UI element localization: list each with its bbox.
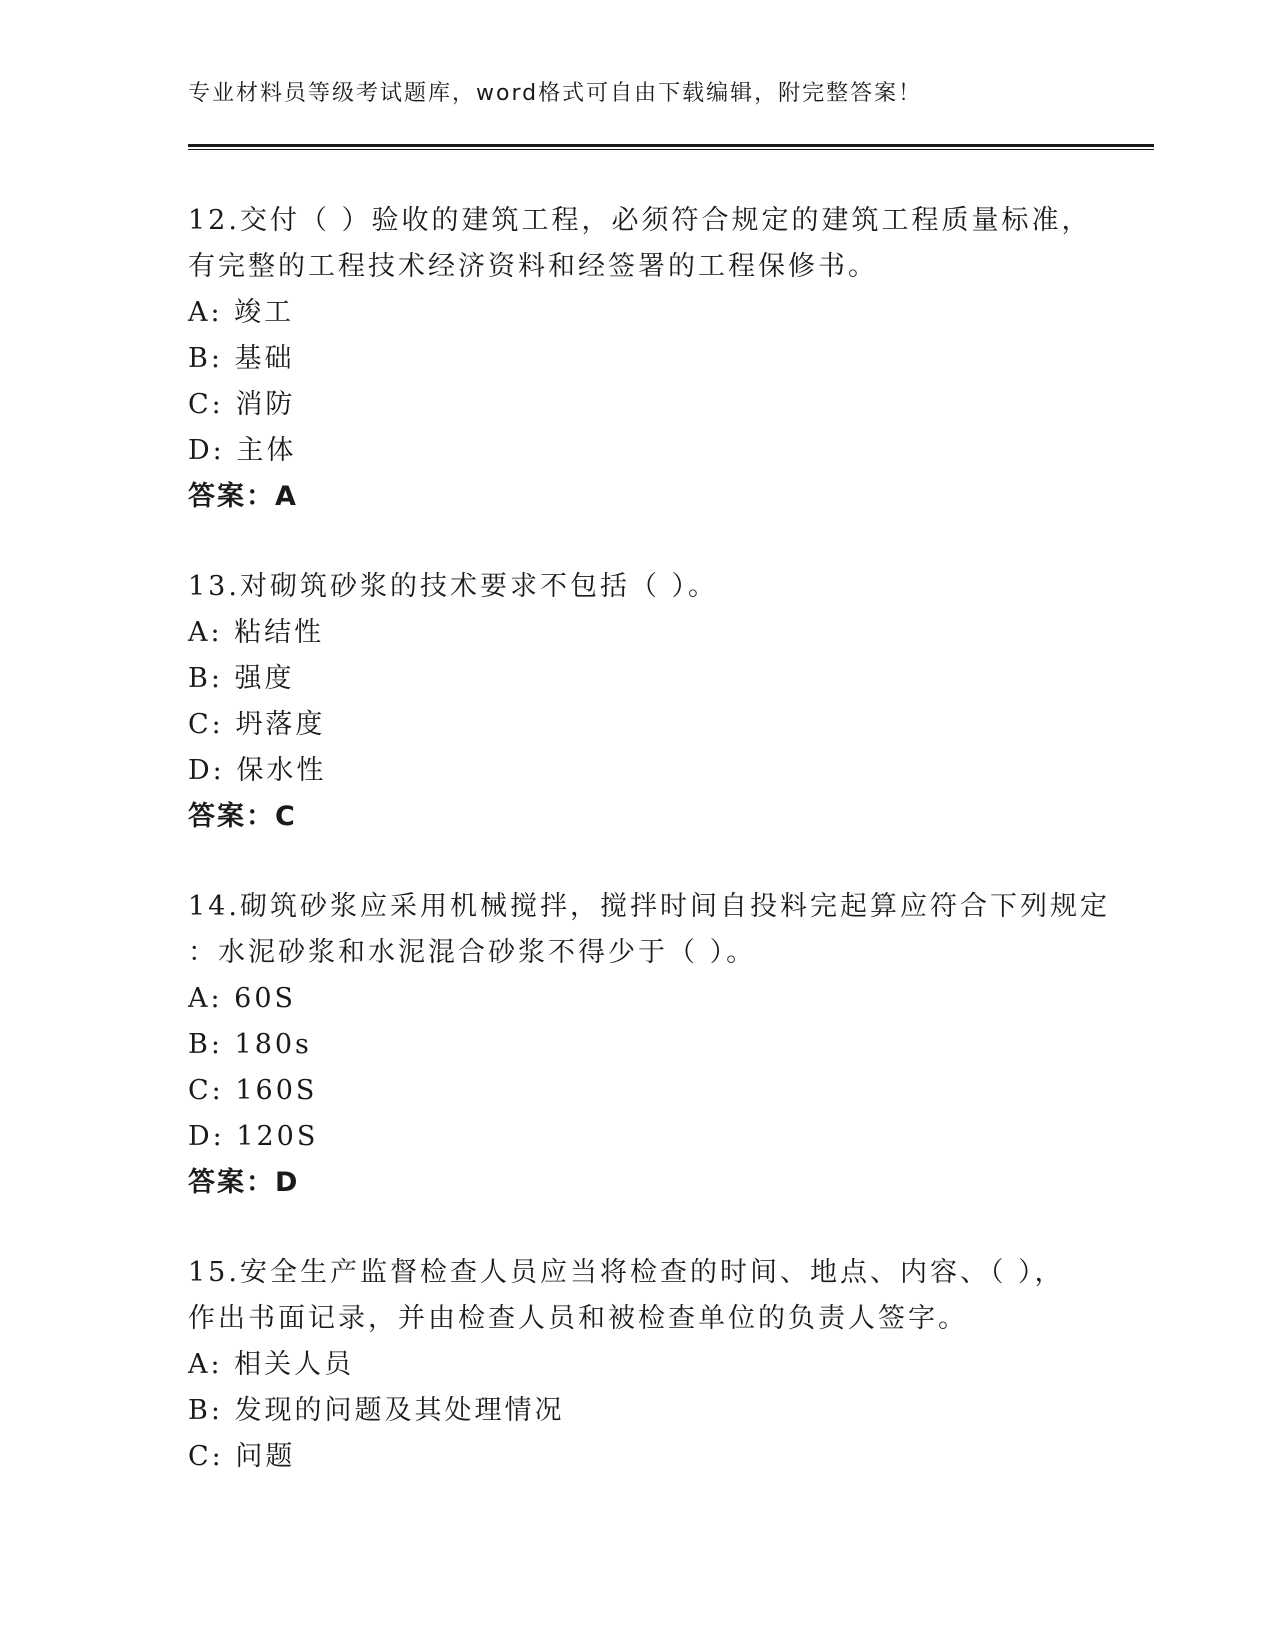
header-rule-thin <box>188 149 1154 150</box>
question-list <box>188 198 1148 1524</box>
question-12 <box>188 198 1148 520</box>
answer-label: 答案：D <box>188 1167 300 1198</box>
option-d: D: 120S <box>188 1121 319 1152</box>
question-stem-line: 15.安全生产监督检查人员应当将检查的时间、地点、内容、（ ）， <box>188 1257 1065 1288</box>
option-a: A: 相关人员 <box>188 1349 355 1380</box>
question-stem-line: 13.对砌筑砂浆的技术要求不包括（ ）。 <box>188 571 719 602</box>
question-stem-line: 有完整的工程技术经济资料和经签署的工程保修书。 <box>188 251 878 282</box>
option-c: C: 坍落度 <box>188 709 326 740</box>
question-stem-line: 作出书面记录，并由检查人员和被检查单位的负责人签字。 <box>188 1303 968 1334</box>
question-stem-line: 12.交付（ ）验收的建筑工程，必须符合规定的建筑工程质量标准， <box>188 205 1092 236</box>
option-b: B: 基础 <box>188 343 295 374</box>
option-d: D: 主体 <box>188 435 297 466</box>
option-a: A: 60S <box>188 983 297 1014</box>
question-14 <box>188 884 1148 1206</box>
option-d: D: 保水性 <box>188 755 327 786</box>
answer-label: 答案：A <box>188 481 298 512</box>
option-c: C: 160S <box>188 1075 318 1106</box>
option-b: B: 发现的问题及其处理情况 <box>188 1395 565 1426</box>
option-b: B: 强度 <box>188 663 295 694</box>
option-a: A: 竣工 <box>188 297 295 328</box>
page-header: 专业材料员等级考试题库，word格式可自由下载编辑，附完整答案！ <box>188 81 923 106</box>
option-b: B: 180s <box>188 1029 312 1060</box>
option-a: A: 粘结性 <box>188 617 325 648</box>
header-rule-thick <box>188 144 1154 147</box>
question-15 <box>188 1250 1148 1480</box>
question-stem-line: ：水泥砂浆和水泥混合砂浆不得少于（ ）。 <box>188 937 757 968</box>
question-stem-line: 14.砌筑砂浆应采用机械搅拌，搅拌时间自投料完起算应符合下列规定 <box>188 891 1110 922</box>
question-13 <box>188 564 1148 840</box>
option-c: C: 问题 <box>188 1441 296 1472</box>
answer-label: 答案：C <box>188 801 297 832</box>
option-c: C: 消防 <box>188 389 296 420</box>
